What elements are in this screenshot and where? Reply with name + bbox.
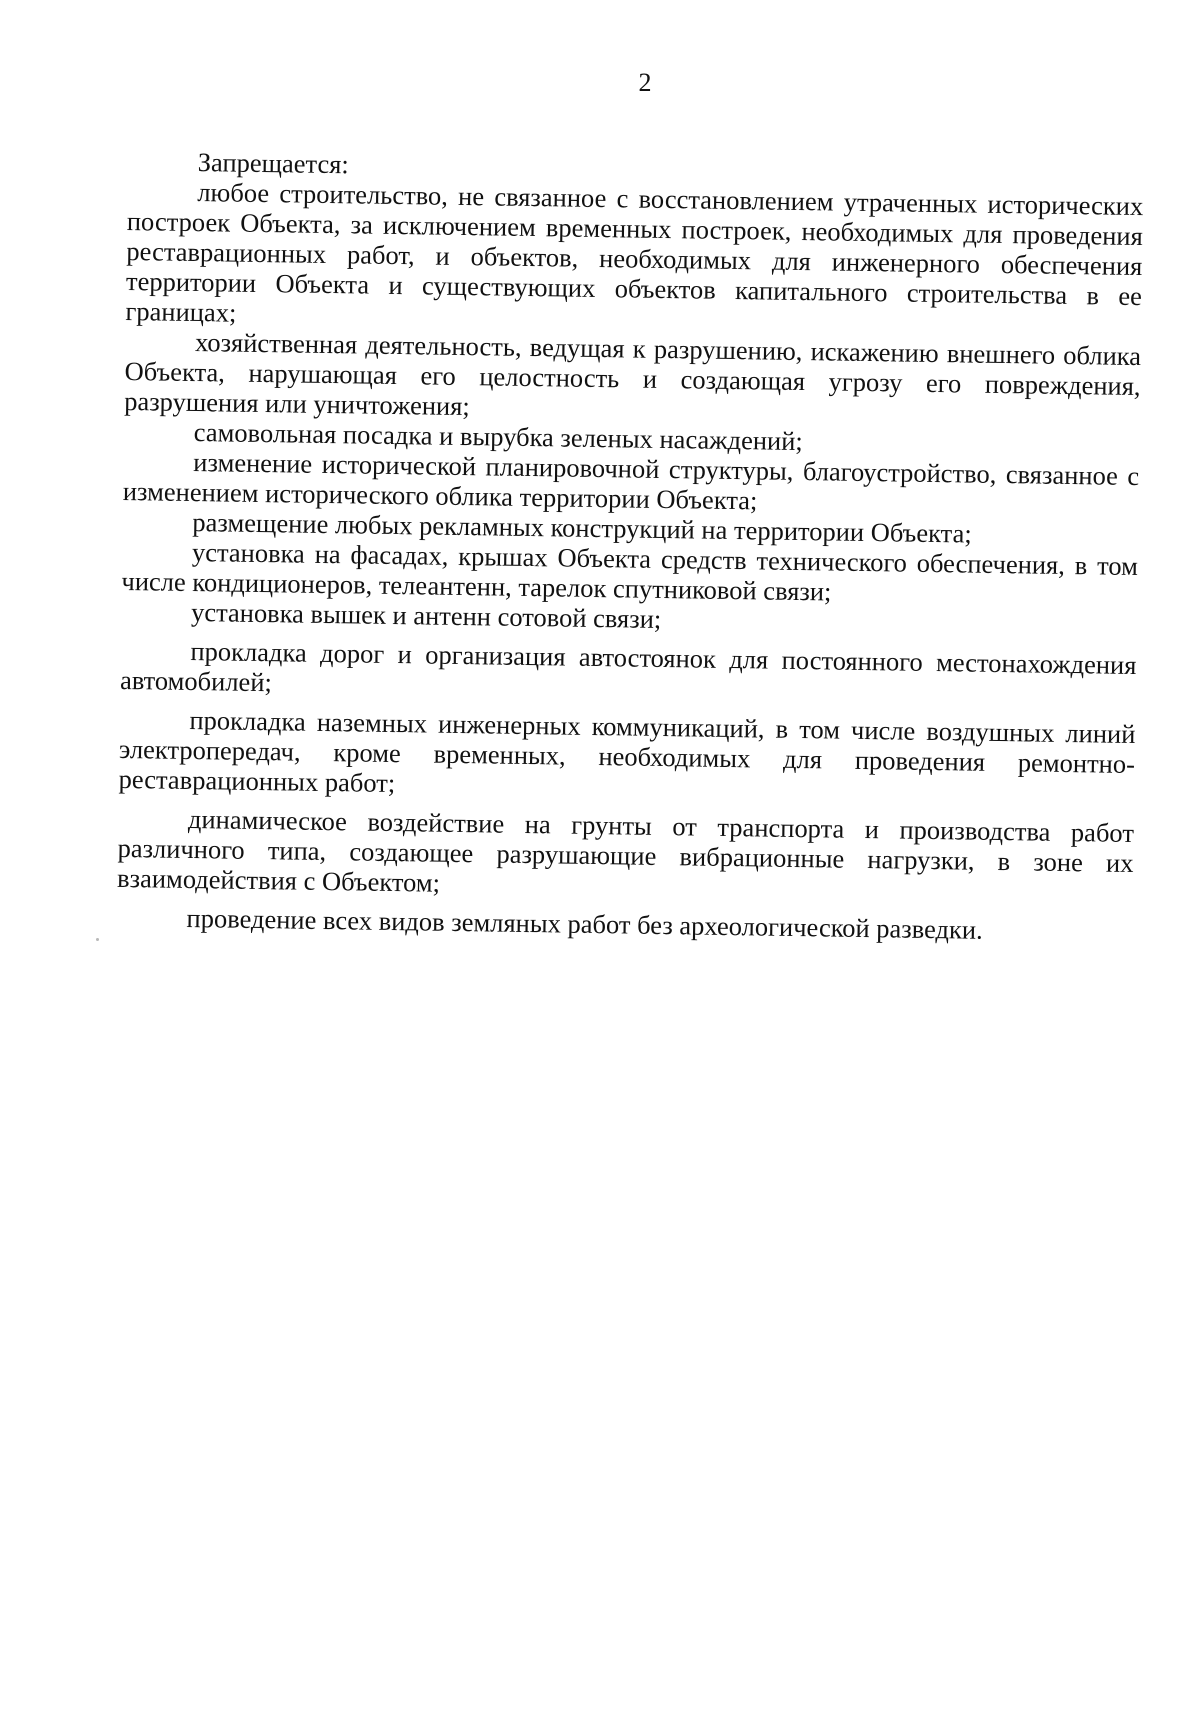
intro-heading: Запрещается: <box>197 147 350 180</box>
prohibition-item-cell-towers: установка вышек и антенн сотовой связи; <box>190 596 662 634</box>
prohibition-item-roads-parking: прокладка дорог и организация автостоянок для постоянного местонахождения автомобилей; <box>119 635 1137 698</box>
prohibition-item-facade-equipment: установка на фасадах, крышах Объекта средств технического обеспечения, в том числе кондиционеров, телеантенн, тарелок спутниковой связи; <box>121 536 1139 607</box>
prohibition-item-economic-activity: хозяйственная деятельность, ведущая к разрушению, искажению внешнего облика Объекта, нарушающая его целостность и создающая угрозу его повреждения, разрушения или уничтожения; <box>123 327 1142 422</box>
scan-mark <box>96 938 99 941</box>
prohibition-item-advertising: размещение любых рекламных конструкций на территории Объекта; <box>192 506 972 549</box>
prohibition-item-ground-utilities: прокладка наземных инженерных коммуникаций, в том числе воздушных линий электропередач, кроме временных, необходимых для проведения ремонтно-реставрационных работ; <box>118 704 1136 799</box>
prohibition-item-construction: любое строительство, не связанное с восстановлением утраченных исторических построек Объекта, за исключением временных построек, необходимых для проведения реставрационных работ, и объектов, необходимых для инженерного обеспечения территории Объекта и существующих объектов капитального строительства в ее границах; <box>125 177 1144 328</box>
page-number: 2 <box>638 68 652 97</box>
prohibition-item-planning-structure: изменение исторической планировочной структуры, благоустройство, связанное с изменением исторического облика территории Объекта; <box>122 447 1140 516</box>
prohibition-item-earthworks: проведение всех видов земляных работ без археологической разведки. <box>186 902 983 945</box>
prohibition-item-dynamic-impact: динамическое воздействие на грунты от транспорта и производства работ различного типа, создающее разрушающие вибрационные нагрузки, в зоне их взаимодействия с Объектом; <box>116 803 1135 898</box>
prohibition-item-green-planting: самовольная посадка и вырубка зеленых насаждений; <box>193 417 803 457</box>
document-body <box>116 146 1144 947</box>
